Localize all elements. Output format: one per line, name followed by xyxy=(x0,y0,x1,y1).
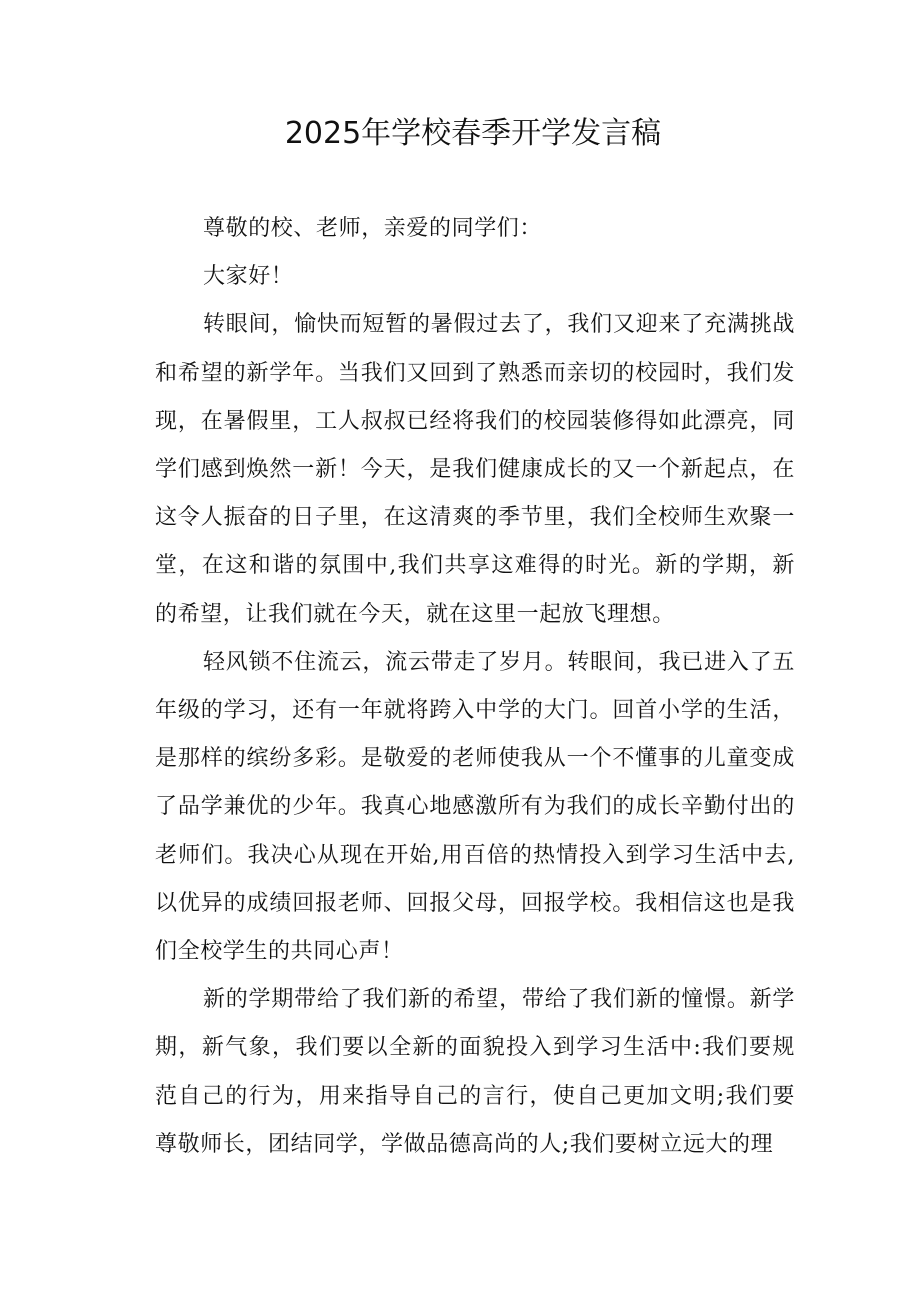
salutation-paragraph: 大家好！ xyxy=(203,264,294,290)
greeting-paragraph: 尊敬的校、老师，亲爱的同学们： xyxy=(203,216,543,241)
document-body xyxy=(155,205,795,1169)
body-paragraph: 新的学期带给了我们新的希望，带给了我们新的憧憬。新学期，新气象，我们要以全新的面貌投入到学习生活中:我们要规范自己的行为，用来指导自己的言行，使自己更加文明;我们要尊敬师长，团结同学，学做品德高尚的人;我们要树立远大的理 xyxy=(155,987,795,1157)
body-paragraph: 轻风锁不住流云，流云带走了岁月。转眼间，我已进入了五年级的学习，还有一年就将跨入中学的大门。回首小学的生活，是那样的缤纷多彩。是敬爱的老师使我从一个不懂事的儿童变成了品学兼优的少年。我真心地感激所有为我们的成长辛勤付出的老师们。我决心从现在开始,用百倍的热情投入到学习生活中去,以优异的成绩回报老师、回报父母，回报学校。我相信这也是我们全校学生的共同心声！ xyxy=(155,649,795,965)
body-paragraph: 转眼间，愉快而短暂的暑假过去了，我们又迎来了充满挑战和希望的新学年。当我们又回到了熟悉而亲切的校园时，我们发现，在暑假里，工人叔叔已经将我们的校园装修得如此漂亮，同学们感到焕然一新！今天，是我们健康成长的又一个新起点，在这令人振奋的日子里，在这清爽的季节里，我们全校师生欢聚一堂，在这和谐的氛围中,我们共享这难得的时光。新的学期，新的希望，让我们就在今天，就在这里一起放飞理想。 xyxy=(155,312,795,627)
document-title: 2025年学校春季开学发言稿 xyxy=(284,116,662,151)
